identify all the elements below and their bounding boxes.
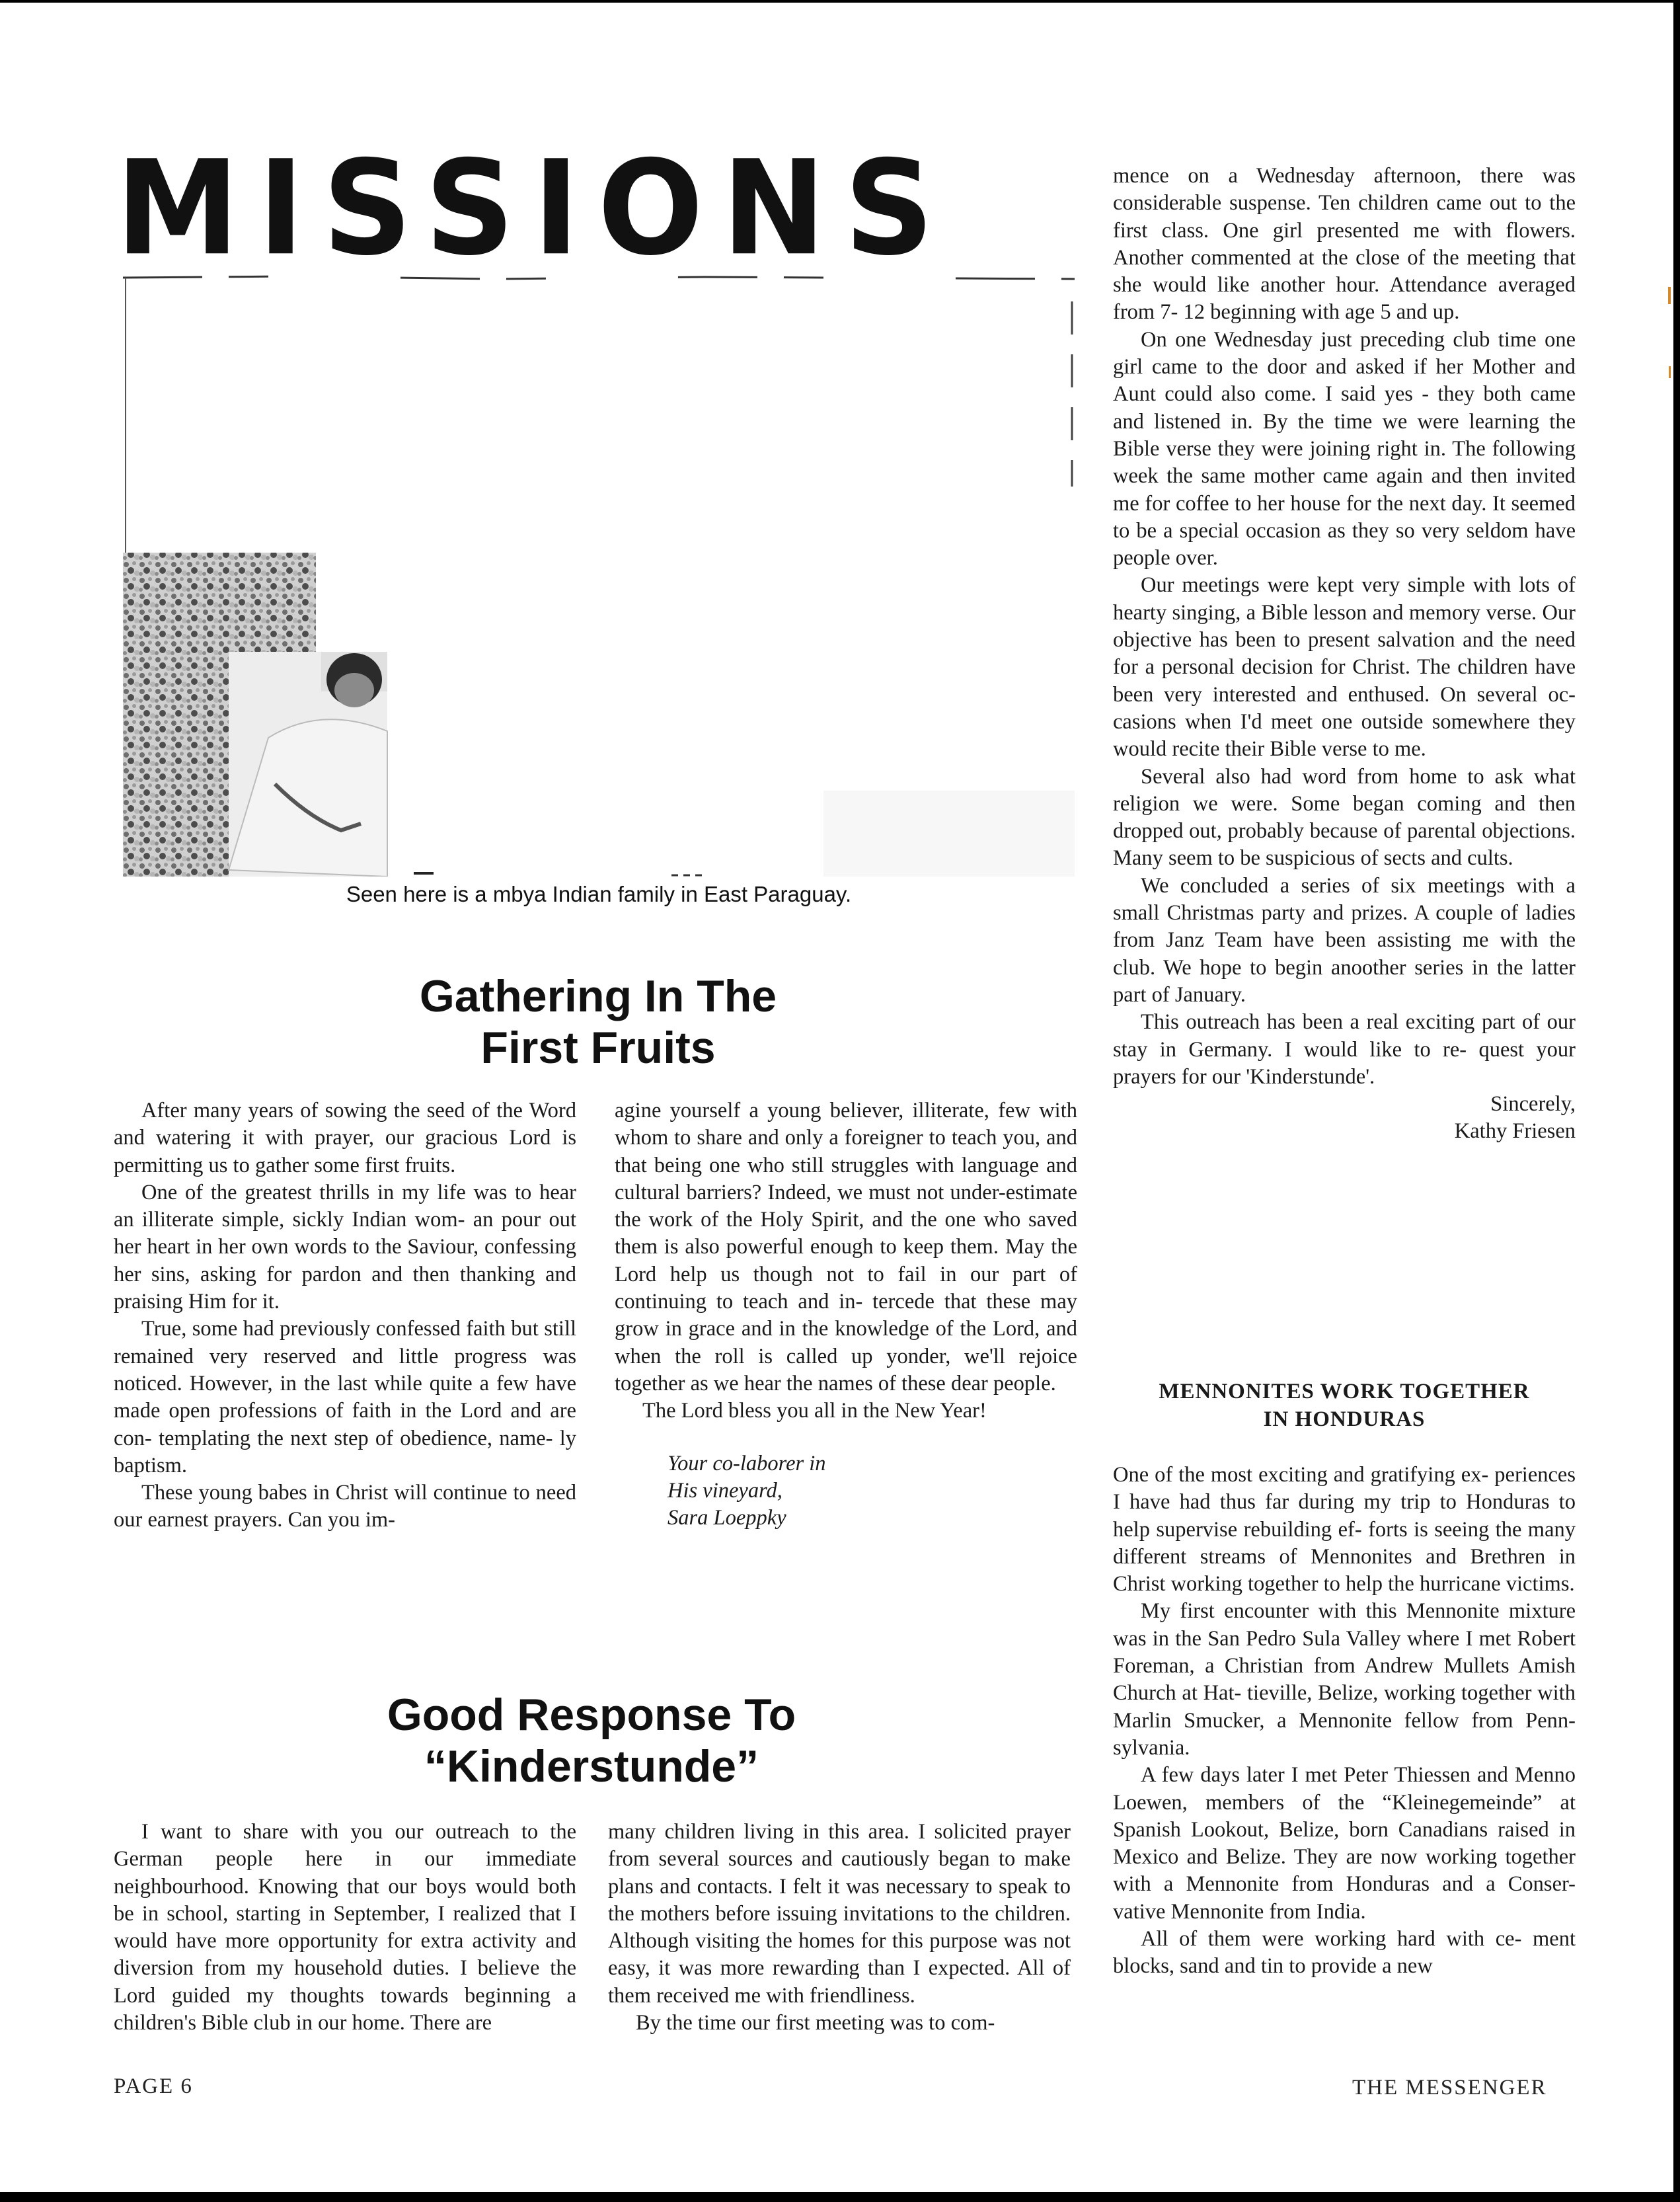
- article1-column-1: [114, 1097, 576, 1534]
- article1-headline: [284, 970, 912, 1074]
- masthead-title: MISSIONS: [116, 132, 952, 285]
- article1-headline-line1: Gathering In The: [419, 971, 777, 1021]
- page: [0, 3, 1673, 2192]
- family-photo: [123, 275, 1075, 877]
- article3-headline-line1: MENNONITES WORK TOGETHER: [1159, 1380, 1530, 1403]
- article3-headline: [1113, 1378, 1576, 1433]
- publication-name: THE MESSENGER: [1352, 2076, 1547, 2100]
- paragraph: True, some had previously confessed faith but still remained very reserved and little progress was noticed. However, in the last while quite a few have made open professions of faith in the Lord and are con- templating the next step of obedience, name- ly baptism.: [114, 1317, 576, 1477]
- article2-headline-line2: “Kinderstunde”: [424, 1741, 759, 1791]
- photo-caption: Seen here is a mbya Indian family in East Paraguay.: [346, 882, 852, 906]
- paragraph: This outreach has been a real exciting part of our stay in Germany. I would like to re- quest your prayers for our 'Kinderstunde'.: [1113, 1010, 1576, 1089]
- paragraph: On one Wednesday just preceding club time one girl came to the door and asked if her Mother and Aunt could also come. I said yes - they both came and listened in. By the time we were learning the Bible verse they were joining right in. The following week the same mother came again and then invited me for coffee to her house for the next day. It seemed to be a special occasion as they so very seldom have people over.: [1113, 327, 1576, 570]
- paragraph: After many years of sowing the seed of the Word and watering it with prayer, our gracious Lord is permitting us to gather some first fruits.: [114, 1099, 576, 1177]
- author: Kathy Friesen: [1454, 1119, 1576, 1144]
- signature-line: His vineyard,: [668, 1478, 783, 1503]
- paragraph: We concluded a series of six meetings with a small Christmas party and prizes. A couple of ladies from Janz Team have been assisting me with the club. We hope to begin anoother series in the latter part of January.: [1113, 873, 1576, 1007]
- signature-author: Sara Loeppky: [668, 1506, 786, 1530]
- article3-column: [1113, 1462, 1576, 1981]
- section-masthead: [116, 132, 952, 285]
- paragraph: A few days later I met Peter Thiessen and Menno Loewen, members of the “Kleinegemeinde” at Spanish Lookout, Belize, born Canadians raised in Mexico and Belize. They are now working together with a Mennonite from Honduras and a Conser- vative Mennonite from India.: [1113, 1763, 1576, 1924]
- paragraph: All of them were working hard with ce- ment blocks, sand and tin to provide a new: [1113, 1927, 1576, 1979]
- article1-headline-line2: First Fruits: [480, 1023, 716, 1073]
- photo-illustration: [123, 275, 1075, 877]
- article3-headline-line2: IN HONDURAS: [1263, 1407, 1426, 1431]
- paragraph: These young babes in Christ will continue to need our earnest prayers. Can you im-: [114, 1481, 576, 1532]
- paragraph: many children living in this area. I solicited prayer from several sources and cautiously began to make plans and contacts. I felt it was necessary to speak to the mothers before issuing invitations to the children. Although visiting the homes for this purpose was not easy, it was more rewarding than I expected. All of them received me with friendliness.: [608, 1820, 1071, 2008]
- margin-specks: [1667, 280, 1673, 399]
- article2-headline: [284, 1689, 899, 1792]
- paragraph: Several also had word from home to ask what religion we were. Some began coming and then dropped out, probably because of parental objections. Many seem to be suspicious of sects and cults.: [1113, 764, 1576, 871]
- signature-line: Your co-laborer in: [668, 1451, 826, 1475]
- paragraph: I want to share with you our outreach to the German people here in our immediate neighbourhood. Knowing that our boys would both be in school, starting in September, I realized that I would have more opportunity for extra activity and diversion from my household duties. I believe the Lord guided my thoughts towards beginning a children's Bible club in our home. There are: [114, 1820, 576, 2035]
- article2-headline-line1: Good Response To: [387, 1690, 796, 1740]
- paragraph: mence on a Wednesday afternoon, there was considerable suspense. Ten children came out to the first class. One girl presented me with flowers. Another commented at the close of the meeting that she would like another hour. Attendance averaged from 7- 12 beginning with age 5 and up.: [1113, 164, 1576, 325]
- paragraph: My first encounter with this Mennonite mixture was in the San Pedro Sula Valley where I met Robert Foreman, a Christian from Andrew Mullets Amish Church at Hat- tieville, Belize, working together with Marlin Smucker, a Mennonite fellow from Penn- sylvania.: [1113, 1599, 1576, 1760]
- paragraph: Our meetings were kept very simple with lots of hearty singing, a Bible lesson and memory verse. Our objective has been to present salvation and the need for a personal decision for Christ. The children have been very interested and enthused. On several oc- casions when I'd meet one outside somewhere they would recite their Bible verse to me.: [1113, 573, 1576, 762]
- article1-column-2: [615, 1097, 1077, 1532]
- article2-column-3: [1113, 163, 1576, 1146]
- closing: Sincerely,: [1490, 1092, 1576, 1117]
- paragraph: By the time our first meeting was to com-: [636, 2011, 995, 2035]
- paragraph: One of the greatest thrills in my life was to hear an illiterate simple, sickly Indian wom- an pour out her heart in her own words to the Saviour, confessing her sins, asking for pardon and then thanking and praising Him for it.: [114, 1180, 576, 1314]
- article2-column-1: [114, 1819, 576, 2037]
- paragraph: One of the most exciting and gratifying ex- periences I have had thus far during my trip to Honduras to help supervise rebuilding ef- forts is seeing the many different streams of Mennonites and Brethren in Christ working together to help the hurricane victims.: [1113, 1463, 1576, 1596]
- article2-column-2: [608, 1819, 1071, 2037]
- paragraph: The Lord bless you all in the New Year!: [642, 1399, 987, 1423]
- page-number: PAGE 6: [114, 2074, 193, 2098]
- paragraph: agine yourself a young believer, illiterate, few with whom to share and only a foreigner to teach you, and that being one who still struggles with language and cultural barriers? Indeed, we must not under-estimate the work of the Holy Spirit, and the one who saved them is also powerful enough to keep them. May the Lord help us though not to fail in our part of continuing to teach and in- tercede that these may grow in grace and in the knowledge of the Lord, and when the roll is called up yonder, we'll rejoice together as we hear the names of these dear people.: [615, 1099, 1077, 1396]
